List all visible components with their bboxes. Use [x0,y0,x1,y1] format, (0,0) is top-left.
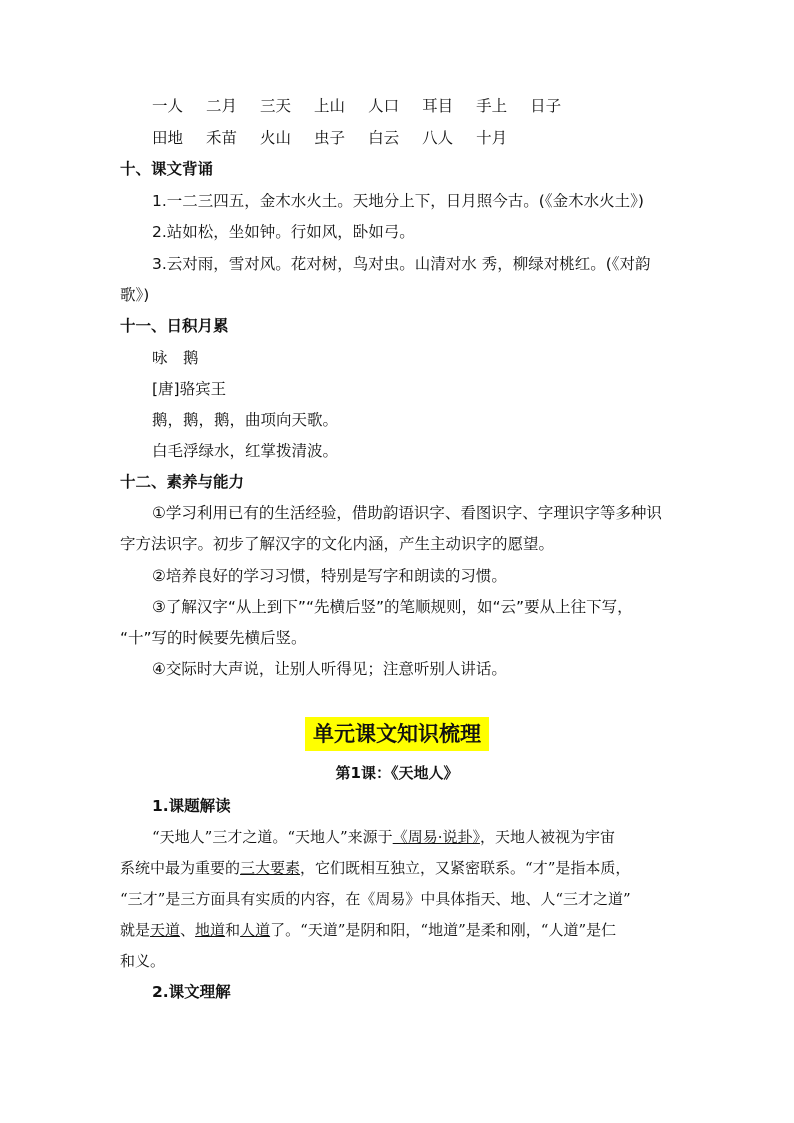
ability-line: ③了解汉字“从上到下”“先横后竖”的笔顺规则，如“云”要从上往下写， [152,598,633,616]
subsection-heading: 2.课文理解 [152,983,231,1001]
underlined-text: 三大要素 [240,859,301,877]
text: ，它们既相互独立，又紧密联系。“才”是指本质， [300,859,631,877]
word: 二月 [206,97,238,115]
paragraph-line [120,857,630,879]
ability-line: 字方法识字。初步了解汉字的文化内涵，产生主动识字的愿望。 [120,535,555,553]
paragraph-line: 和义。 [120,952,166,970]
word: 人口 [368,97,400,115]
word: 上山 [314,97,346,115]
banner-wrapper [0,717,794,751]
word: 日子 [530,97,562,115]
text: 了。“天道”是阴和阳，“地道”是柔和刚，“人道”是仁 [270,921,617,939]
section-11-heading: 十一、日积月累 [120,317,229,335]
text: 和 [225,921,241,939]
word: 田地 [152,129,184,147]
recitation-line: 3.云对雨，雪对风。花对树，鸟对虫。山清对水 秀，柳绿对桃红。(《对韵 [152,255,651,273]
subsection-heading: 1.课题解读 [152,797,231,815]
section-10-heading: 十、课文背诵 [120,160,214,178]
ability-line: ①学习利用已有的生活经验，借助韵语识字、看图识字、字理识字等多种识 [152,504,662,522]
underlined-text: 地道 [195,921,226,939]
word: 禾苗 [206,129,238,147]
word: 耳目 [422,97,454,115]
word: 火山 [260,129,292,147]
underlined-text: 人道 [240,921,271,939]
section-12-heading: 十二、素养与能力 [120,473,245,491]
text: 系统中最为重要的 [120,859,241,877]
text: “天地人”三才之道。“天地人”来源于 [152,828,393,846]
text: 就是 [120,921,151,939]
word: 八人 [422,129,454,147]
word: 手上 [476,97,508,115]
word: 白云 [368,129,400,147]
ability-line: ②培养良好的学习习惯，特别是写字和朗读的习惯。 [152,567,507,585]
poem-line: 白毛浮绿水，红掌拨清波。 [152,442,339,460]
recitation-line: 2.站如松，坐如钟。行如风，卧如弓。 [152,223,415,241]
ability-line: ④交际时大声说，让别人听得见；注意听别人讲话。 [152,660,507,678]
word: 十月 [476,129,508,147]
lesson-title: 第1课：《天地人》 [335,764,459,782]
poem-title: 咏 鹅 [152,349,199,367]
ability-line: “十”写的时候要先横后竖。 [120,629,307,647]
poem-author: [唐]骆宾王 [152,380,227,398]
word: 虫子 [314,129,346,147]
poem-line: 鹅，鹅，鹅，曲项向天歌。 [152,411,339,429]
word-row-2 [152,127,530,149]
word: 三天 [260,97,292,115]
paragraph-line [120,919,616,941]
unit-summary-banner: 单元课文知识梳理 [305,717,489,751]
recitation-line: 1.一二三四五，金木水火土。天地分上下，日月照今古。(《金木水火土》) [152,192,644,210]
paragraph-line: “三才”是三方面具有实质的内容，在《周易》中具体指天、地、人“三才之道” [120,890,631,908]
paragraph-line [152,826,615,848]
text: 、 [180,921,196,939]
underlined-text: 《周易·说卦》 [392,828,480,846]
underlined-text: 天道 [150,921,181,939]
word-row-1 [152,95,584,117]
word: 一人 [152,97,184,115]
text: ，天地人被视为宇宙 [479,828,615,846]
recitation-line: 歌》) [120,286,150,304]
